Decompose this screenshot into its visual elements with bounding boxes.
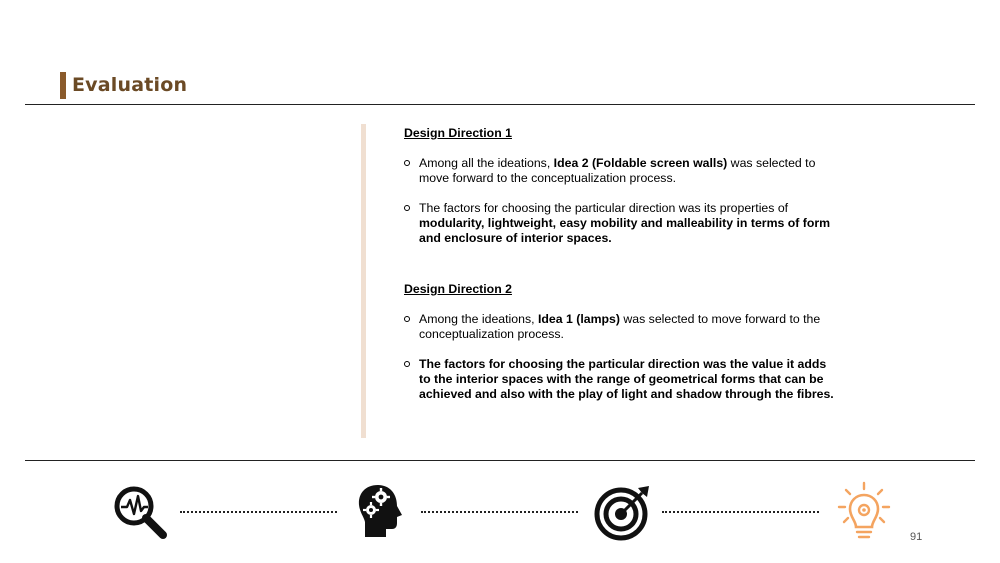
design-direction-1-heading: Design Direction 1 bbox=[404, 126, 512, 140]
dotted-connector bbox=[180, 511, 337, 513]
bullet-circle-icon bbox=[404, 160, 410, 166]
top-divider bbox=[25, 104, 975, 105]
page-title: Evaluation bbox=[72, 74, 188, 96]
bullet-circle-icon bbox=[404, 205, 410, 211]
bottom-divider bbox=[25, 460, 975, 461]
direction-1-bullet-1: Among all the ideations, Idea 2 (Foldable screen walls) was selected to move forward to the conceptualization process. bbox=[404, 156, 834, 186]
magnifier-pulse-icon bbox=[112, 484, 170, 542]
content-accent-bar bbox=[361, 124, 366, 438]
target-arrow-icon bbox=[594, 484, 652, 542]
direction-2-bullet-2: The factors for choosing the particular direction was the value it adds to the interior spaces with the range of geometrical forms that can be achieved and also with the play of light and shadow through the fibres. bbox=[404, 357, 834, 402]
content-body bbox=[404, 126, 834, 402]
title-accent-bar bbox=[60, 72, 66, 99]
dotted-connector bbox=[421, 511, 578, 513]
direction-2-bullet-1: Among the ideations, Idea 1 (lamps) was selected to move forward to the conceptualization process. bbox=[404, 312, 834, 342]
lightbulb-gear-icon bbox=[836, 481, 892, 541]
dotted-connector bbox=[662, 511, 819, 513]
bullet-circle-icon bbox=[404, 316, 410, 322]
bullet-circle-icon bbox=[404, 361, 410, 367]
design-direction-2-heading: Design Direction 2 bbox=[404, 282, 512, 296]
head-gears-icon bbox=[356, 482, 408, 540]
direction-1-bullet-2: The factors for choosing the particular direction was its properties of modularity, lightweight, easy mobility and malleability in terms of form and enclosure of interior spaces. bbox=[404, 201, 834, 246]
page-number: 91 bbox=[910, 531, 923, 543]
